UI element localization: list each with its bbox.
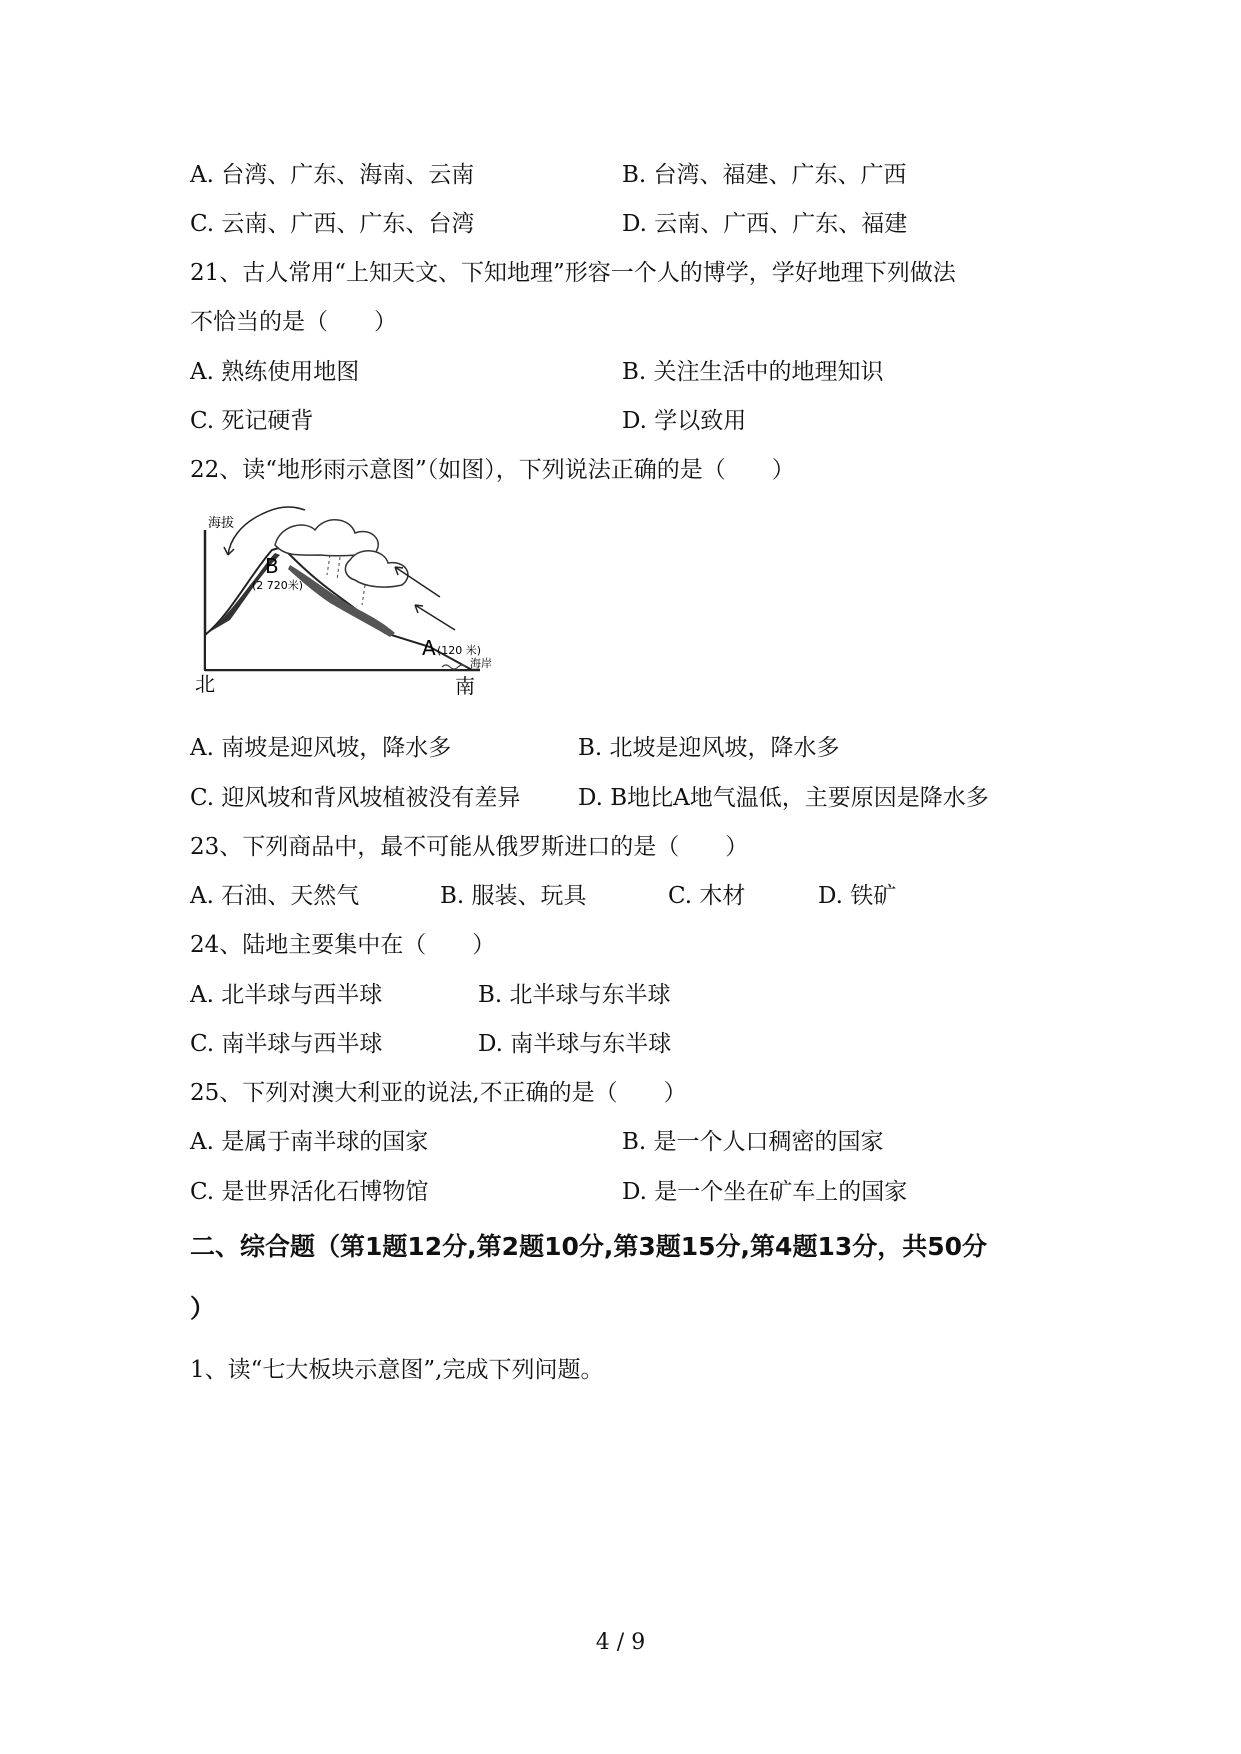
q22-option-c: C. 迎风坡和背风坡植被没有差异: [190, 785, 521, 811]
orographic-rain-diagram: [190, 505, 560, 695]
q25-option-c: C. 是世界活化石博物馆: [190, 1179, 429, 1205]
q21-option-a: A. 熟练使用地图: [190, 359, 360, 385]
wind-arrow-line: [415, 605, 455, 630]
q25-option-d: D. 是一个坐在矿车上的国家: [622, 1179, 908, 1205]
diagram-svg: [190, 505, 560, 695]
point-a-height: (120 米): [437, 644, 482, 657]
q24-option-b: B. 北半球与东半球: [478, 982, 671, 1008]
q22-option-b: B. 北坡是迎风坡，降水多: [578, 735, 840, 761]
q20-option-b: B. 台湾、福建、广东、广西: [622, 162, 907, 188]
q23-stem: 23、下列商品中，最不可能从俄罗斯进口的是（ ）: [190, 834, 749, 860]
q23-option-a: A. 石油、天然气: [190, 883, 360, 909]
q22-option-d: D. B地比A地气温低，主要原因是降水多: [578, 785, 989, 811]
cloud-top: [275, 520, 378, 556]
altitude-label: 海拔: [208, 516, 235, 531]
point-b-height: (2 720米): [252, 579, 304, 592]
north-label: 北: [195, 672, 215, 695]
q21-stem-line1: 21、古人常用“上知天文、下知地理”形容一个人的博学，学好地理下列做法: [190, 260, 956, 286]
rain-line: [362, 585, 365, 605]
wind-arrow-top: [260, 507, 305, 515]
q23-option-c: C. 木材: [668, 883, 746, 909]
q23-option-d: D. 铁矿: [818, 883, 897, 909]
page-number: 4 / 9: [595, 1630, 646, 1655]
section2-q1-stem: 1、读“七大板块示意图”,完成下列问题。: [190, 1357, 604, 1383]
section2-title-line1: 二、综合题（第1题12分,第2题10分,第3题15分,第4题13分，共50分: [190, 1232, 988, 1261]
q25-option-a: A. 是属于南半球的国家: [190, 1129, 429, 1155]
q20-option-a: A. 台湾、广东、海南、云南: [190, 162, 475, 188]
point-b-label: B: [265, 554, 279, 578]
q20-option-c: C. 云南、广西、广东、台湾: [190, 211, 475, 237]
q25-option-b: B. 是一个人口稠密的国家: [622, 1129, 884, 1155]
q25-stem: 25、下列对澳大利亚的说法,不正确的是（ ）: [190, 1080, 687, 1106]
q21-option-c: C. 死记硬背: [190, 408, 314, 434]
south-label: 南: [455, 674, 475, 695]
q21-option-d: D. 学以致用: [622, 408, 747, 434]
q24-option-c: C. 南半球与西半球: [190, 1031, 383, 1057]
q24-stem: 24、陆地主要集中在（ ）: [190, 932, 496, 958]
q22-stem: 22、读“地形雨示意图”（如图），下列说法正确的是（ ）: [190, 457, 795, 483]
coast-label: 海岸: [470, 657, 492, 670]
rain-line: [337, 557, 340, 580]
q24-option-a: A. 北半球与西半球: [190, 982, 383, 1008]
q20-option-d: D. 云南、广西、广东、福建: [622, 211, 908, 237]
q22-option-a: A. 南坡是迎风坡，降水多: [190, 735, 452, 761]
q23-option-b: B. 服装、玩具: [440, 883, 587, 909]
q24-option-d: D. 南半球与东半球: [478, 1031, 672, 1057]
rain-line: [327, 555, 330, 575]
q21-option-b: B. 关注生活中的地理知识: [622, 359, 884, 385]
section2-title-line2: ）: [190, 1294, 216, 1323]
point-a-label: A: [422, 636, 436, 660]
q21-stem-line2: 不恰当的是（ ）: [190, 309, 397, 335]
